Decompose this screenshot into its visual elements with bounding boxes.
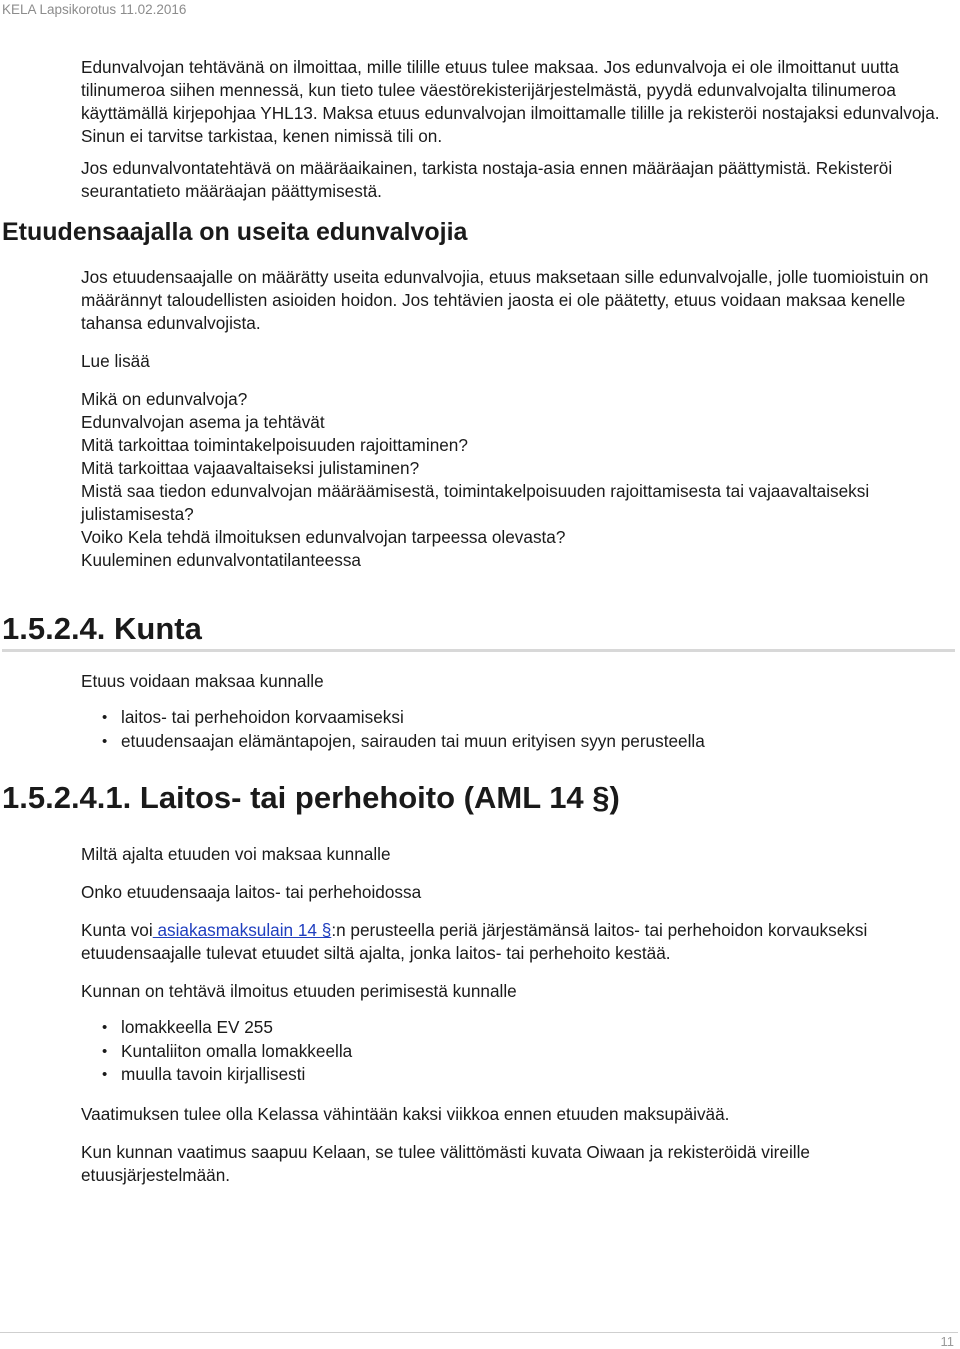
related-link[interactable]: Mitä tarkoittaa toimintakelpoisuuden rajoittaminen?	[81, 435, 468, 455]
read-more-label: Lue lisää	[81, 351, 150, 371]
related-link[interactable]: Mistä saa tiedon edunvalvojan määräämisestä, toimintakelpoisuuden rajoittamisesta tai vajaavaltaiseksi julistamisesta?	[81, 481, 870, 524]
related-link[interactable]: Kuuleminen edunvalvontatilanteessa	[81, 550, 361, 570]
asiakasmaksulaki-link[interactable]: asiakasmaksulain 14 §	[152, 920, 332, 940]
laitos-paragraph-2: Kunnan on tehtävä ilmoitus etuuden perimisestä kunnalle	[81, 981, 517, 1001]
list-item: • muulla tavoin kirjallisesti	[121, 1063, 960, 1087]
related-links-list	[0, 388, 960, 572]
list-item: • Kuntaliiton omalla lomakkeella	[121, 1040, 960, 1064]
kunta-intro: Etuus voidaan maksaa kunnalle	[81, 671, 324, 691]
laitos-question-2: Onko etuudensaaja laitos- tai perhehoidossa	[81, 882, 422, 902]
multiple-guardians-paragraph: Jos etuudensaajalle on määrätty useita edunvalvojia, etuus maksetaan sille edunvalvojalle, jolle tuomioistuin on määrännyt taloudellisten asioiden hoidon. Jos tehtävien jaosta ei ole päätetty, etuus voidaan maksaa kenelle tahansa edunvalvojista.	[81, 267, 929, 333]
page-number: 11	[940, 1334, 954, 1349]
list-item: • lomakkeella EV 255	[121, 1016, 960, 1040]
laitos-bullet-list	[0, 1016, 960, 1087]
bullet-icon: •	[102, 732, 108, 750]
related-link[interactable]: Mitä tarkoittaa vajaavaltaiseksi julistaminen?	[81, 458, 420, 478]
bullet-icon: •	[102, 1066, 108, 1083]
intro-paragraph-2: Jos edunvalvontatehtävä on määräaikainen, tarkista nostaja-asia ennen määräajan päättymistä. Rekisteröi seurantatieto määräajan päättymisestä.	[81, 158, 893, 201]
bullet-icon: •	[102, 709, 108, 726]
footer-divider	[0, 1332, 958, 1333]
list-item: • etuudensaajan elämäntapojen, sairauden tai muun erityisen syyn perusteella	[121, 730, 960, 754]
laitos-paragraph-4: Kun kunnan vaatimus saapuu Kelaan, se tulee välittömästi kuvata Oiwaan ja rekisteröidä vireille etuusjärjestelmään.	[81, 1141, 810, 1185]
kunta-bullet-list	[0, 706, 960, 753]
section-heading-kunta: 1.5.2.4. Kunta	[2, 611, 202, 646]
document-header: KELA Lapsikorotus 11.02.2016	[2, 2, 187, 17]
related-link[interactable]: Edunvalvojan asema ja tehtävät	[81, 412, 325, 432]
list-item: • laitos- tai perhehoidon korvaamiseksi	[121, 706, 960, 730]
related-link[interactable]: Voiko Kela tehdä ilmoituksen edunvalvojan tarpeessa olevasta?	[81, 527, 566, 547]
laitos-paragraph-1: Kunta voi asiakasmaksulain 14 §:n perusteella periä järjestämänsä laitos- tai perhehoidon korvaukseksi etuudensaajalle tulevat etuudet siltä ajalta, jonka laitos- tai perhehoito kestää.	[81, 920, 868, 963]
intro-paragraph-1: Edunvalvojan tehtävänä on ilmoittaa, mille tilille etuus tulee maksaa. Jos edunvalvoja ei ole ilmoittanut uutta tilinumeroa siihen mennessä, kun tieto tulee väestörekisterijärjestelmästä, pyydä edunvalvojalta tilinumeroa käyttämällä kirjepohjaa YHL13. Maksa etuus edunvalvojan ilmoittamalle tilille ja rekisteröi nostajaksi edunvalvoja. Sinun ei tarvitse tarkistaa, kenen nimissä tili on.	[81, 57, 940, 146]
section-heading-laitos: 1.5.2.4.1. Laitos- tai perhehoito (AML 14 §)	[2, 780, 620, 815]
bullet-icon: •	[102, 1019, 108, 1036]
laitos-paragraph-3: Vaatimuksen tulee olla Kelassa vähintään kaksi viikkoa ennen etuuden maksupäivää.	[81, 1103, 730, 1124]
laitos-question-1: Miltä ajalta etuuden voi maksaa kunnalle	[81, 844, 391, 864]
bullet-icon: •	[102, 1042, 108, 1060]
page-content	[0, 56, 960, 1187]
section-heading-multiple-guardians: Etuudensaajalla on useita edunvalvojia	[2, 218, 468, 246]
related-link[interactable]: Mikä on edunvalvoja?	[81, 389, 248, 409]
